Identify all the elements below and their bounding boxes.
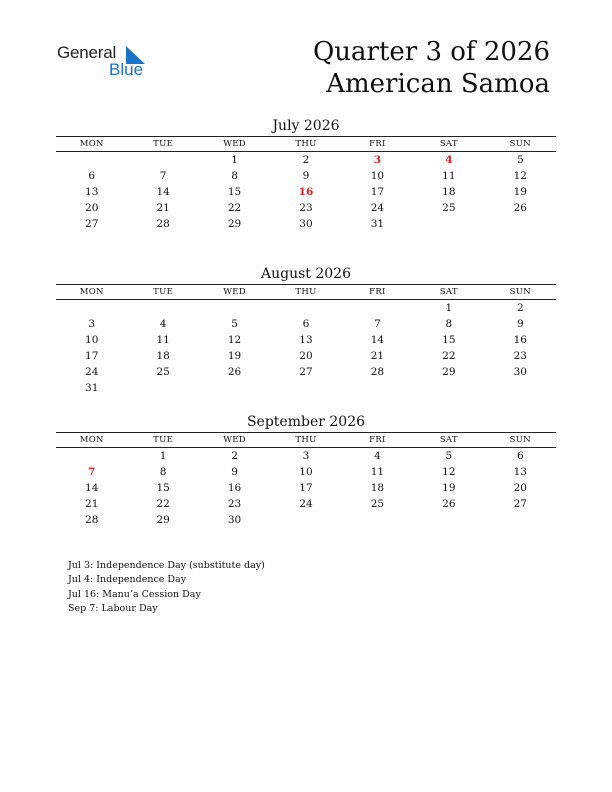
day-cell: 11 [370,466,385,478]
weekday-label: SUN [509,139,531,149]
weekday-label: TUE [153,139,174,149]
day-cell: 29 [156,514,170,526]
page-title-country: American Samoa [326,69,550,99]
weekday-label: SAT [439,435,458,445]
day-cell: 8 [159,466,167,478]
weekday-label: THU [295,139,317,149]
day-cell: 15 [227,186,242,198]
day-cell: 24 [85,366,99,378]
month-calendar-september [56,412,556,528]
day-cell: 30 [227,514,242,526]
day-cell: 25 [370,498,385,510]
holiday-note: Sep 7: Labour Day [68,602,158,614]
holiday-note: Jul 4: Independence Day [68,574,187,586]
day-grid [56,448,556,528]
day-grid [56,152,556,232]
day-cell: 9 [516,318,524,330]
day-cell: 13 [299,334,313,346]
day-cell: 2 [302,154,310,166]
day-cell: 24 [299,498,313,510]
month-title: July 2026 [272,118,340,134]
day-cell: 20 [85,202,99,214]
day-cell: 31 [85,382,99,394]
day-cell: 6 [302,318,310,330]
day-cell: 11 [156,334,170,346]
day-cell: 12 [513,170,527,182]
day-grid [56,300,556,396]
day-cell: 2 [231,450,238,462]
day-cell: 24 [370,202,385,214]
day-cell: 21 [85,498,99,510]
day-cell: 26 [442,498,456,510]
weekday-label: SUN [509,287,531,297]
day-cell: 20 [513,482,527,494]
day-cell: 2 [516,302,524,314]
weekday-label: TUE [153,287,174,297]
day-cell: 4 [159,318,167,330]
day-cell: 19 [513,186,527,198]
day-cell: 10 [85,334,99,346]
day-cell: 22 [227,202,242,214]
day-cell: 23 [227,498,242,510]
weekday-label: MON [79,139,104,149]
day-cell: 25 [442,202,456,214]
month-calendar-august [56,264,556,396]
holiday-notes [68,559,265,616]
weekday-header [56,136,556,152]
day-cell: 22 [442,350,456,362]
day-cell: 19 [442,482,456,494]
month-calendar-july [56,116,556,232]
weekday-label: MON [79,287,104,297]
empty-day-cell [199,300,270,316]
month-title: August 2026 [261,266,351,282]
weekday-label: FRI [369,435,386,445]
weekday-label: FRI [369,287,386,297]
weekday-label: SUN [509,435,531,445]
day-cell: 1 [445,302,453,314]
day-cell: 28 [370,366,385,378]
day-cell: 8 [231,170,238,182]
day-cell: 18 [156,350,170,362]
page-title-quarter: Quarter 3 of 2026 [312,37,550,67]
day-cell: 14 [85,482,99,494]
holiday-note: Jul 16: Manu’a Cession Day [68,588,201,600]
holiday-day-cell: 3 [373,154,382,166]
weekday-label: MON [79,435,104,445]
logo-text-blue: Blue [109,60,144,79]
day-cell: 20 [299,350,313,362]
day-cell: 30 [513,366,527,378]
day-cell: 17 [299,482,313,494]
day-cell: 5 [231,318,238,330]
weekday-header [56,284,556,300]
empty-day-cell [127,152,198,168]
weekday-label: WED [223,139,246,149]
weekday-label: THU [295,287,317,297]
day-cell: 15 [156,482,170,494]
day-cell: 26 [513,202,527,214]
empty-day-cell [342,300,413,316]
day-cell: 16 [513,334,527,346]
holiday-day-cell: 4 [445,154,453,166]
day-cell: 12 [227,334,242,346]
weekday-header [56,432,556,448]
day-cell: 15 [442,334,456,346]
day-cell: 14 [370,334,385,346]
holiday-day-cell: 16 [298,186,314,198]
weekday-label: SAT [439,287,458,297]
weekday-label: FRI [369,139,386,149]
day-cell: 31 [370,218,385,230]
day-cell: 29 [442,366,456,378]
day-cell: 7 [159,170,167,182]
day-cell: 30 [299,218,313,230]
empty-day-cell [270,300,341,316]
day-cell: 13 [85,186,99,198]
day-cell: 16 [227,482,242,494]
day-cell: 27 [85,218,99,230]
day-cell: 17 [370,186,385,198]
day-cell: 3 [88,318,96,330]
day-cell: 23 [299,202,313,214]
day-cell: 8 [445,318,453,330]
day-cell: 18 [370,482,385,494]
day-cell: 27 [513,498,527,510]
month-title: September 2026 [246,414,366,430]
day-cell: 10 [299,466,313,478]
empty-day-cell [127,300,198,316]
empty-day-cell [56,300,127,316]
holiday-note: Jul 3: Independence Day (substitute day) [68,560,265,571]
day-cell: 14 [156,186,170,198]
day-cell: 18 [442,186,456,198]
empty-day-cell [56,448,127,464]
day-cell: 1 [231,154,238,166]
weekday-label: TUE [153,435,174,445]
weekday-label: WED [223,435,246,445]
weekday-label: WED [223,287,246,297]
day-cell: 13 [513,466,527,478]
day-cell: 4 [374,450,381,462]
day-cell: 3 [302,450,310,462]
page-title [313,36,550,100]
day-cell: 22 [156,498,170,510]
day-cell: 1 [159,450,167,462]
empty-day-cell [56,152,127,168]
day-cell: 21 [156,202,170,214]
day-cell: 10 [370,170,385,182]
day-cell: 26 [227,366,242,378]
day-cell: 17 [85,350,99,362]
day-cell: 27 [299,366,313,378]
day-cell: 28 [156,218,170,230]
day-cell: 19 [227,350,242,362]
day-cell: 5 [516,154,524,166]
day-cell: 29 [227,218,242,230]
weekday-label: THU [295,435,317,445]
logo-text-general: General [57,43,117,62]
day-cell: 6 [88,170,96,182]
holiday-day-cell: 7 [88,466,96,478]
day-cell: 28 [85,514,99,526]
day-cell: 7 [374,318,381,330]
weekday-label: SAT [439,139,458,149]
day-cell: 6 [516,450,524,462]
day-cell: 25 [156,366,170,378]
day-cell: 9 [231,466,238,478]
day-cell: 23 [513,350,527,362]
day-cell: 21 [370,350,385,362]
day-cell: 12 [442,466,456,478]
day-cell: 9 [302,170,310,182]
day-cell: 5 [445,450,453,462]
day-cell: 11 [442,170,456,182]
generalblue-logo [57,43,167,83]
